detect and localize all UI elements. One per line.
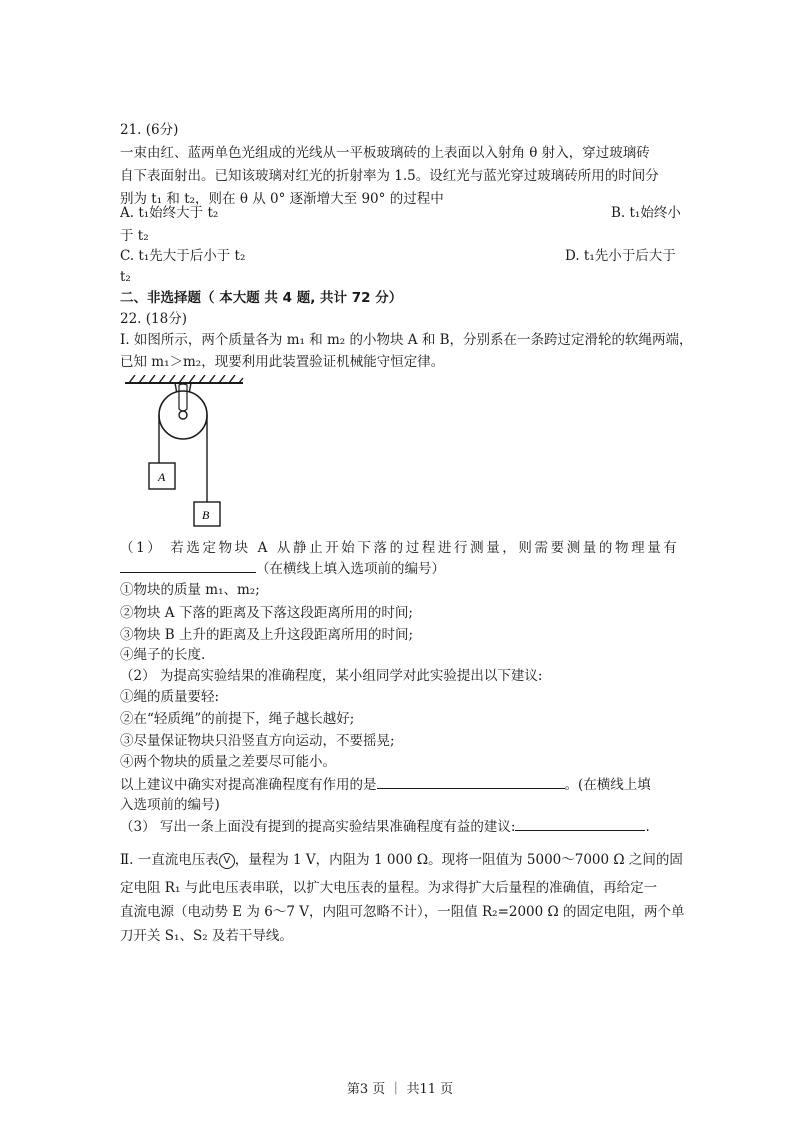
answer-blank-1[interactable]	[120, 558, 256, 573]
q21-line2: 自下表面射出。已知该玻璃对红光的折射率为 1.5。设红光与蓝光穿过玻璃砖所用的时间分	[120, 168, 659, 184]
section-title: 二、非选择题（ 本大题 共 4 题, 共计 72 分）	[120, 290, 403, 306]
q22-sub2-opt2: ②在“轻质绳”的前提下，绳子越长越好;	[120, 711, 355, 727]
block-b-label: B	[202, 508, 210, 522]
q22-sub3: （3） 写出一条上面没有提到的提高实验结果准确程度有益的建议: .	[120, 816, 650, 837]
q21-option-b: B. t₁始终小	[611, 205, 681, 221]
q22-sub2-ask-cont: 入选项前的编号)	[120, 797, 220, 813]
q22-part1-line1: Ⅰ. 如图所示，两个质量各为 m₁ 和 m₂ 的小物块 A 和 B，分别系在一条跨过定滑轮的软绳两端，	[120, 332, 693, 348]
q22-part1-line2: 已知 m₁＞m₂，现要利用此装置验证机械能守恒定律。	[120, 354, 445, 370]
q22-sub2-opt1: ①绳的质量要轻:	[120, 689, 220, 705]
q22-header: 22. (18分)	[120, 311, 187, 327]
q22-sub1-opt2: ②物块 A 下落的距离及下落这段距离所用的时间;	[120, 605, 413, 621]
q21-header: 21. (6分)	[120, 122, 179, 138]
pulley-figure	[125, 375, 245, 535]
page-footer: 第3 页 ｜ 共11 页	[346, 1082, 454, 1097]
q22-sub2-line1: （2） 为提高实验结果的准确程度，某小组同学对此实验提出以下建议:	[120, 668, 543, 684]
q22-part2-line3: 直流电源（电动势 E 为 6～7 V，内阻可忽略不计），一阻值 R₂=2000 Ω 的固定电阻，两个单	[120, 904, 685, 920]
q22-sub1-line2	[120, 558, 445, 579]
q22-sub2-opt3: ③尽量保证物块只沿竖直方向运动，不要摇晃;	[120, 733, 395, 749]
q21-line3: 别为 t₁ 和 t₂，则在 θ 从 0° 逐渐增大至 90° 的过程中	[120, 191, 444, 207]
q21-option-c: C. t₁先大于后小于 t₂	[120, 248, 246, 264]
sub1-instruction: （在横线上填入选项前的编号）	[256, 561, 445, 577]
q22-sub1-opt1: ①物块的质量 m₁、m₂;	[120, 582, 260, 598]
q22-part2-line4: 刀开关 S₁、S₂ 及若干导线。	[120, 928, 293, 944]
voltmeter-icon: V	[219, 853, 235, 869]
q22-part2-line2: 定电阻 R₁ 与此电压表串联，以扩大电压表的量程。为求得扩大后量程的准确值，再给定一	[120, 880, 658, 896]
q21-option-d: D. t₁先小于后大于	[565, 248, 676, 264]
answer-blank-2[interactable]	[377, 774, 565, 789]
q22-sub2-ask: 以上建议中确实对提高准确程度有作用的是 。(在横线上填	[120, 774, 651, 795]
q22-sub1-opt3: ③物块 B 上升的距离及上升这段距离所用的时间;	[120, 627, 414, 643]
q22-sub2-opt4: ④两个物块的质量之差要尽可能小。	[120, 754, 336, 770]
answer-blank-3[interactable]	[515, 816, 645, 831]
q22-part2-line1: Ⅱ. 一直流电压表 V ，量程为 1 V，内阻为 1 000 Ω。现将一阻值为 5000～7000 Ω 之间的固	[120, 852, 683, 868]
q21-option-b-cont: 于 t₂	[120, 228, 149, 244]
q22-sub1-opt4: ④绳子的长度.	[120, 647, 206, 663]
q21-option-d-cont: t₂	[120, 269, 131, 285]
q22-sub1-line1: （1） 若选定物块 A 从静止开始下落的过程进行测量，则需要测量的物理量有	[120, 540, 680, 556]
q21-option-a: A. t₁始终大于 t₂	[120, 205, 219, 221]
q21-line1: 一束由红、蓝两单色光组成的光线从一平板玻璃砖的上表面以入射角 θ 射入，穿过玻璃砖	[120, 145, 650, 161]
block-a-label: A	[158, 470, 166, 484]
